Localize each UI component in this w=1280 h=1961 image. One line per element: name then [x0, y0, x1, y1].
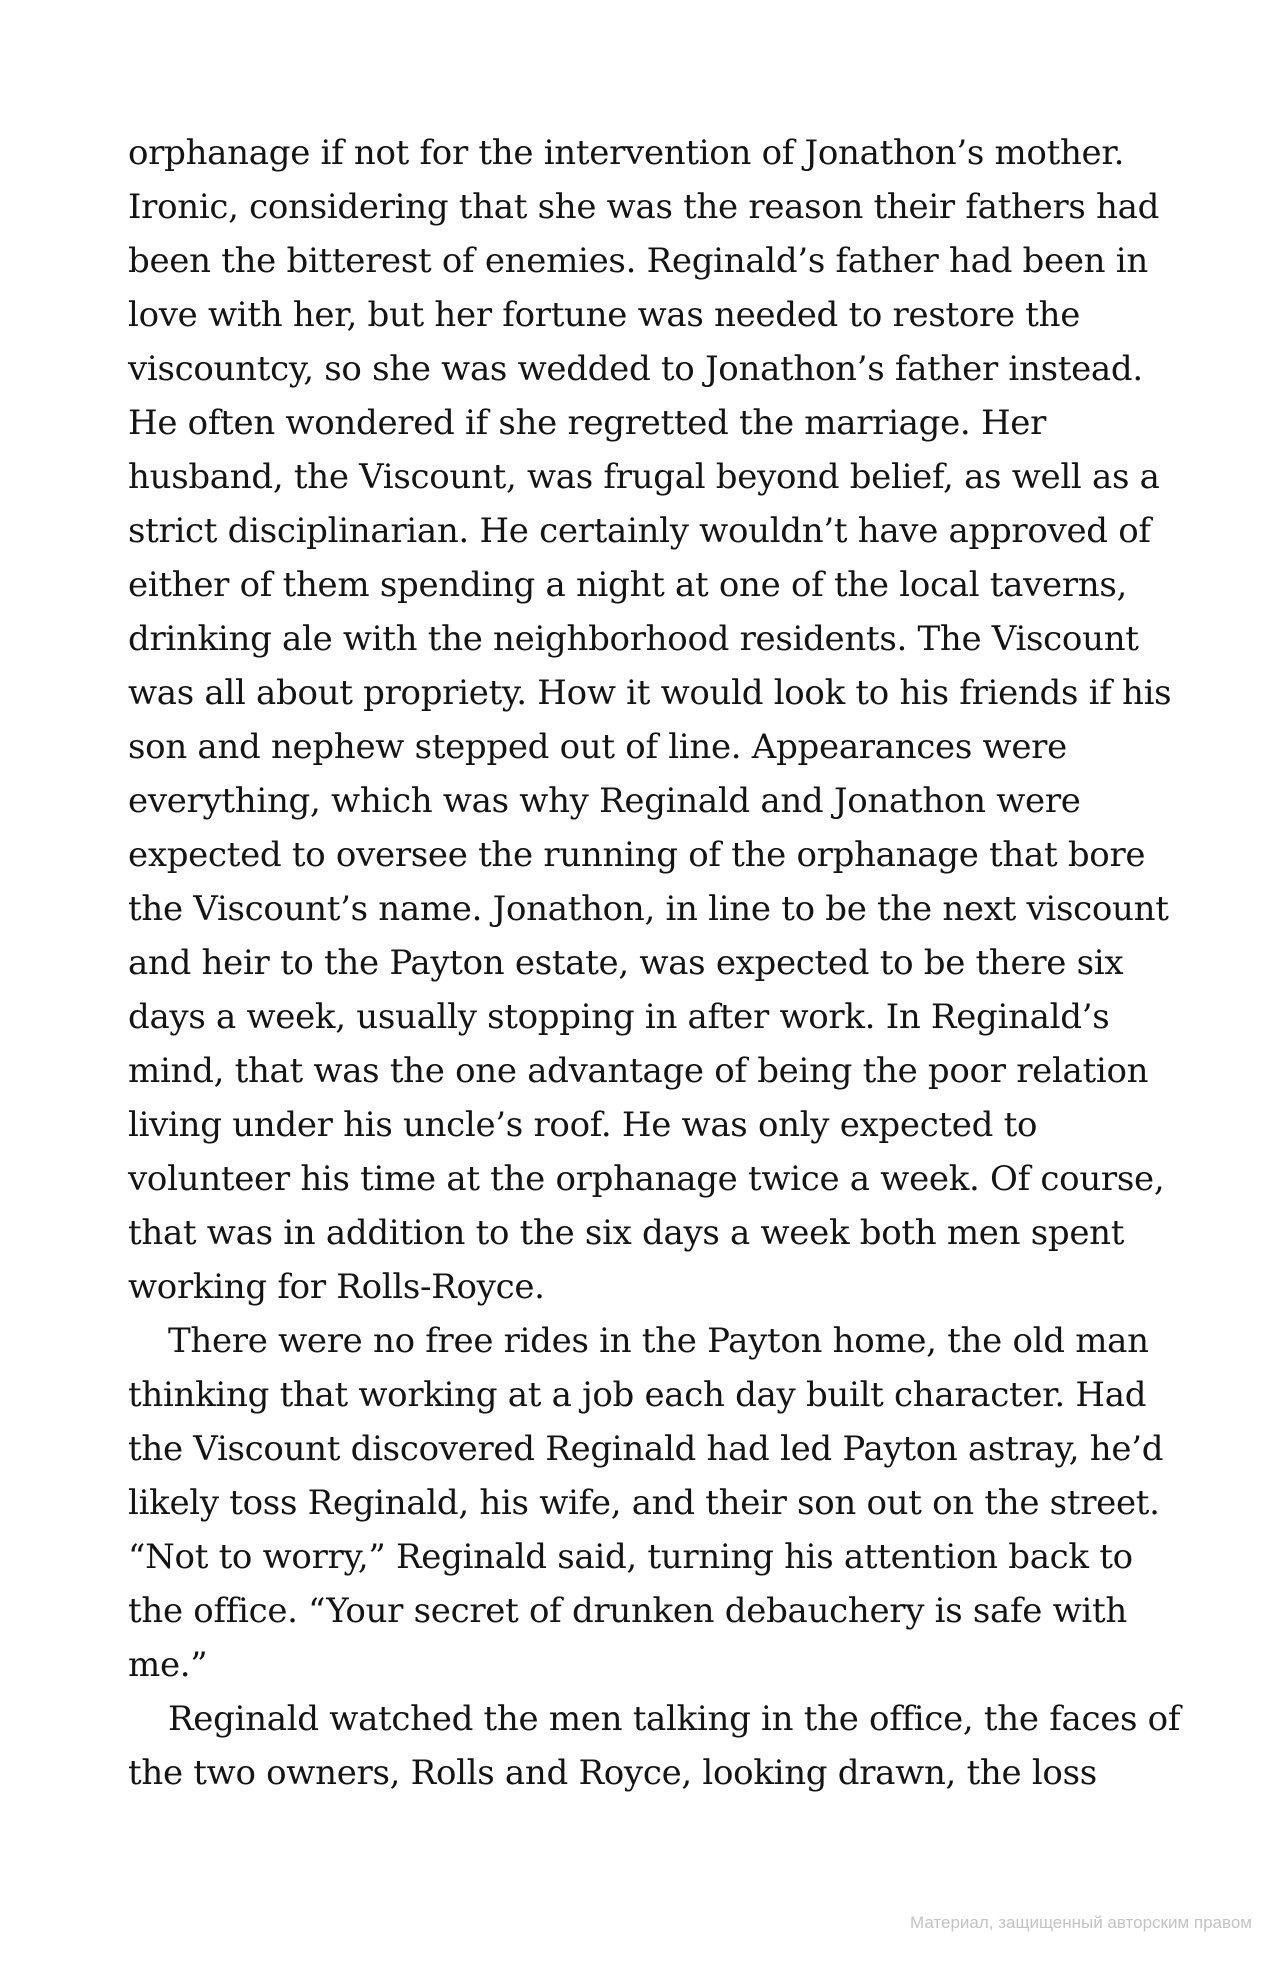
text-line: Ironic, considering that she was the reason their fathers had [128, 187, 1160, 227]
text-line: strict disciplinarian. He certainly wouldn’t have approved of [128, 511, 1151, 551]
text-line: likely toss Reginald, his wife, and their son out on the street. [128, 1483, 1160, 1523]
text-line: son and nephew stepped out of line. Appearances were [128, 727, 1067, 767]
text-line: love with her, but her fortune was needed to restore the [128, 295, 1081, 335]
text-line: Reginald watched the men talking in the office, the faces of [168, 1699, 1181, 1739]
page-body [128, 126, 1181, 1800]
text-line: the two owners, Rolls and Royce, looking drawn, the loss [128, 1753, 1097, 1793]
text-line: drinking ale with the neighborhood residents. The Viscount [128, 619, 1139, 659]
paragraph [128, 1692, 1181, 1800]
text-line: mind, that was the one advantage of being the poor relation [128, 1051, 1149, 1091]
text-line: the office. “Your secret of drunken debauchery is safe with [128, 1591, 1127, 1631]
text-line: the Viscount discovered Reginald had led Payton astray, he’d [128, 1429, 1164, 1469]
text-line: working for Rolls-Royce. [128, 1267, 545, 1307]
text-line: was all about propriety. How it would look to his friends if his [128, 673, 1172, 713]
paragraph [128, 126, 1172, 1314]
text-line: living under his uncle’s roof. He was only expected to [128, 1105, 1038, 1145]
text-line: He often wondered if she regretted the marriage. Her [128, 403, 1047, 443]
text-line: thinking that working at a job each day built character. Had [128, 1375, 1147, 1415]
text-line: days a week, usually stopping in after work. In Reginald’s [128, 997, 1110, 1037]
text-line: husband, the Viscount, was frugal beyond belief, as well as a [128, 457, 1160, 497]
text-line: the Viscount’s name. Jonathon, in line to be the next viscount [128, 889, 1169, 929]
text-line: that was in addition to the six days a week both men spent [128, 1213, 1125, 1253]
text-line: There were no free rides in the Payton home, the old man [168, 1321, 1149, 1361]
text-line: either of them spending a night at one of the local taverns, [128, 565, 1128, 605]
text-line: expected to oversee the running of the orphanage that bore [128, 835, 1146, 875]
text-line: me.” [128, 1645, 208, 1685]
text-line: volunteer his time at the orphanage twice a week. Of course, [128, 1159, 1165, 1199]
text-line: viscountcy, so she was wedded to Jonathon’s father instead. [128, 349, 1143, 389]
text-line: and heir to the Payton estate, was expected to be there six [128, 943, 1124, 983]
text-line: been the bitterest of enemies. Reginald’s father had been in [128, 241, 1148, 281]
text-line: “Not to worry,” Reginald said, turning his attention back to [128, 1537, 1133, 1577]
text-line: orphanage if not for the intervention of Jonathon’s mother. [128, 133, 1125, 173]
text-line: everything, which was why Reginald and Jonathon were [128, 781, 1081, 821]
copyright-watermark: Материал, защищенный авторским правом [909, 1913, 1252, 1932]
paragraph [128, 1314, 1168, 1692]
